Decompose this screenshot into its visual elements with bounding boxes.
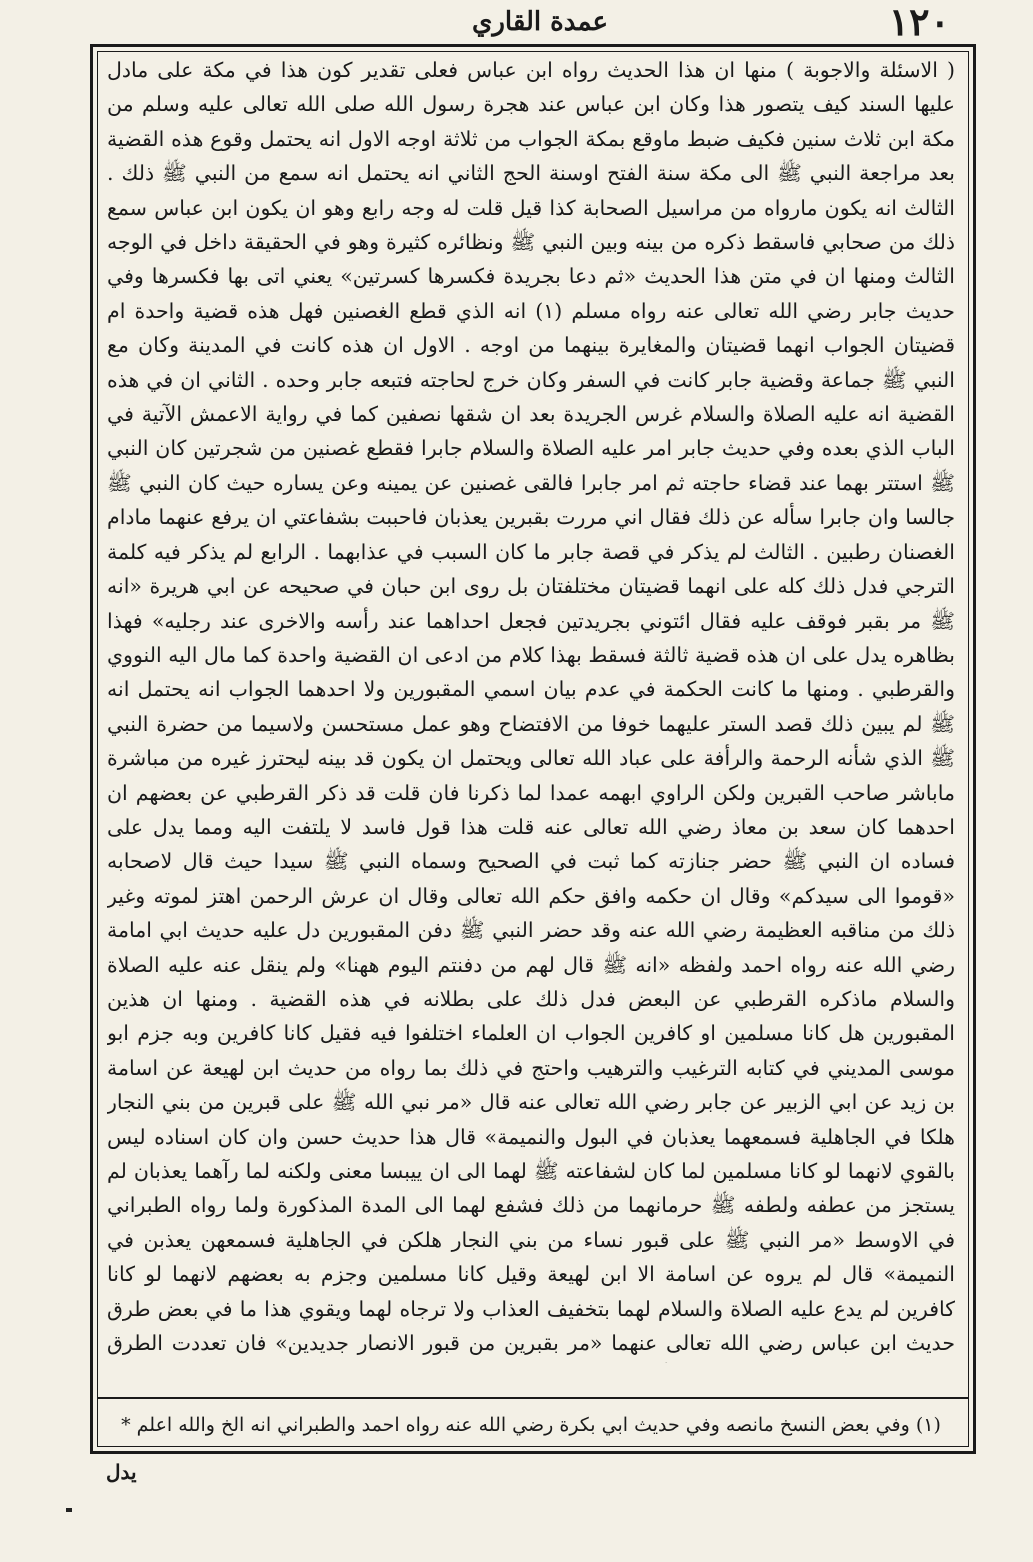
main-text: ( الاسئلة والاجوبة ) منها ان هذا الحديث رواه ابن عباس فعلى تقدير كون هذا في مكة على مادل عليها السند كيف يتصور هذا وكان ابن عباس عند هجرة رسول الله صلى الله تعالى عليه وسلم من مكة ابن ثلاث سنين فكيف ضبط ماوقع بمكة الجواب من ثلاثة اوجه الاول انه يحتمل وقوع هذه القضية بعد مراجعة النبي ﷺ الى مكة سنة الفتح اوسنة الحج الثاني انه يحتمل انه سمع من النبي ﷺ ذلك . الثالث انه يكون مارواه من مراسيل الصحابة كذا قيل قلت له وجه رابع وهو ان يكون ابن عباس سمع ذلك من صحابي فاسقط ذكره من بينه وبين النبي ﷺ ونظائره كثيرة وهو في الحقيقة داخل في الوجه الثالث ومنها ان في متن هذا الحديث «ثم دعا بجريدة فكسرها كسرتين» يعني اتى بها فكسرها وفي حديث جابر رضي الله تعالى عنه رواه مسلم (١) انه الذي قطع الغصنين فهل هذه قضية واحدة ام قضيتان الجواب انهما قضيتان والمغايرة بينهما من اوجه . الاول ان هذه كانت في المدينة وكان مع النبي ﷺ جماعة وقضية جابر كانت في السفر وكان خرج لحاجته فتبعه جابر وحده . الثاني ان في هذه القضية انه عليه الصلاة والسلام غرس الجريدة بعد ان شقها نصفين كما في رواية الاعمش الآتية في الباب الذي بعده وفي حديث جابر امر عليه الصلاة والسلام جابرا فقطع غصنين من شجرتين كان النبي ﷺ استتر بهما عند قضاء حاجته ثم امر جابرا فالقى غصنين عن يمينه وعن يساره حيث كان النبي ﷺ جالسا وان جابرا سأله عن ذلك فقال اني مررت بقبرين يعذبان فاحببت بشفاعتي ان يرفع عنهما مادام الغصنان رطبين . الثالث لم يذكر في قصة جابر ما كان السبب في عذابهما . الرابع لم يذكر فيه كلمة الترجي فدل ذلك كله على انهما قضيتان مختلفتان بل روى ابن حبان في صحيحه عن ابي هريرة «انه ﷺ مر بقبر فوقف عليه فقال ائتوني بجريدتين فجعل احداهما عند رأسه والاخرى عند رجليه» فهذا بظاهره يدل على ان هذه قضية ثالثة فسقط بهذا كلام من ادعى ان القضية واحدة كما مال اليه النووي والقرطبي . ومنها ما كانت الحكمة في عدم بيان اسمي المقبورين ولا احدهما الجواب انه يحتمل انه ﷺ لم يبين ذلك قصد الستر عليهما خوفا من الافتضاح وهو عمل مستحسن ولاسيما من حضرة النبي ﷺ الذي شأنه الرحمة والرأفة على عباد الله تعالى ويحتمل ان يكون قد بينه ليحترز غيره من مباشرة ماباشر صاحب القبرين ولكن الراوي ابهمه عمدا لما ذكرنا فان قلت قد ذكر القرطبي عن بعضهم ان احدهما كان سعد بن معاذ رضي الله تعالى عنه قلت هذا قول فاسد لا يلتفت اليه ومما يدل على فساده ان النبي ﷺ حضر جنازته كما ثبت في الصحيح وسماه النبي ﷺ سيدا حيث قال لاصحابه «قوموا الى سيدكم» وقال ان حكمه وافق حكم الله تعالى وقال ان عرش الرحمن اهتز لموته وغير ذلك من مناقبه العظيمة رضي الله عنه وقد حضر النبي ﷺ دفن المقبورين دل عليه حديث ابي امامة رضي الله عنه رواه احمد ولفظه «انه ﷺ قال لهم من دفنتم اليوم ههنا» ولم ينقل عنه عليه الصلاة والسلام ماذكره القرطبي عن البعض فدل ذلك على بطلانه في هذه القضية . ومنها ان هذين المقبورين هل كانا مسلمين او كافرين الجواب ان العلماء اختلفوا فيه فقيل كانا كافرين وبه جزم ابو موسى المديني في كتابه الترغيب والترهيب واحتج في ذلك بما رواه من حديث ابن لهيعة عن اسامة بن زيد عن ابي الزبير عن جابر رضي الله تعالى عنه قال «مر نبي الله ﷺ على قبرين من بني النجار هلكا في الجاهلية فسمعهما يعذبان في البول والنميمة» قال هذا حديث حسن وان كان اسناده ليس بالقوي لانهما لو كانا مسلمين لما كان لشفاعته ﷺ لهما الى ان ييبسا معنى ولكنه لما رآهما يعذبان لم يستجز من عطفه ولطفه ﷺ حرمانهما من ذلك فشفع لهما الى المدة المذكورة ولما رواه الطبراني في الاوسط «مر النبي ﷺ على قبور نساء من بني النجار هلكن في الجاهلية فسمعهن يعذبن في النميمة» قال لم يروه عن اسامة الا ابن لهيعة وقيل كانا مسلمين وجزم به بعضهم لانهما لو كانا كافرين لم يدع عليه الصلاة والسلام لهما بتخفيف العذاب ولا ترجاه لهما ويقوي هذا ما في بعض طرق حديث ابن عباس رضي الله تعالى عنهما «مر بقبرين من قبور الانصار جديدين» فان تعددت الطرق [107,58,955,1356]
catchword: يدل [106,1460,137,1484]
main-text-block [107,53,955,1363]
footnote: (١) وفي بعض النسخ مانصه وفي حديث ابي بكرة رضي الله عنه رواه احمد والطبراني انه الخ والله اعلم * [121,1414,941,1436]
running-title: عمدة القاري [472,7,608,37]
print-mark [66,1508,72,1512]
page-number: ١٢٠ [888,0,950,44]
page-header [100,0,980,44]
text-frame [90,44,976,1454]
footnote-separator [97,1397,969,1399]
